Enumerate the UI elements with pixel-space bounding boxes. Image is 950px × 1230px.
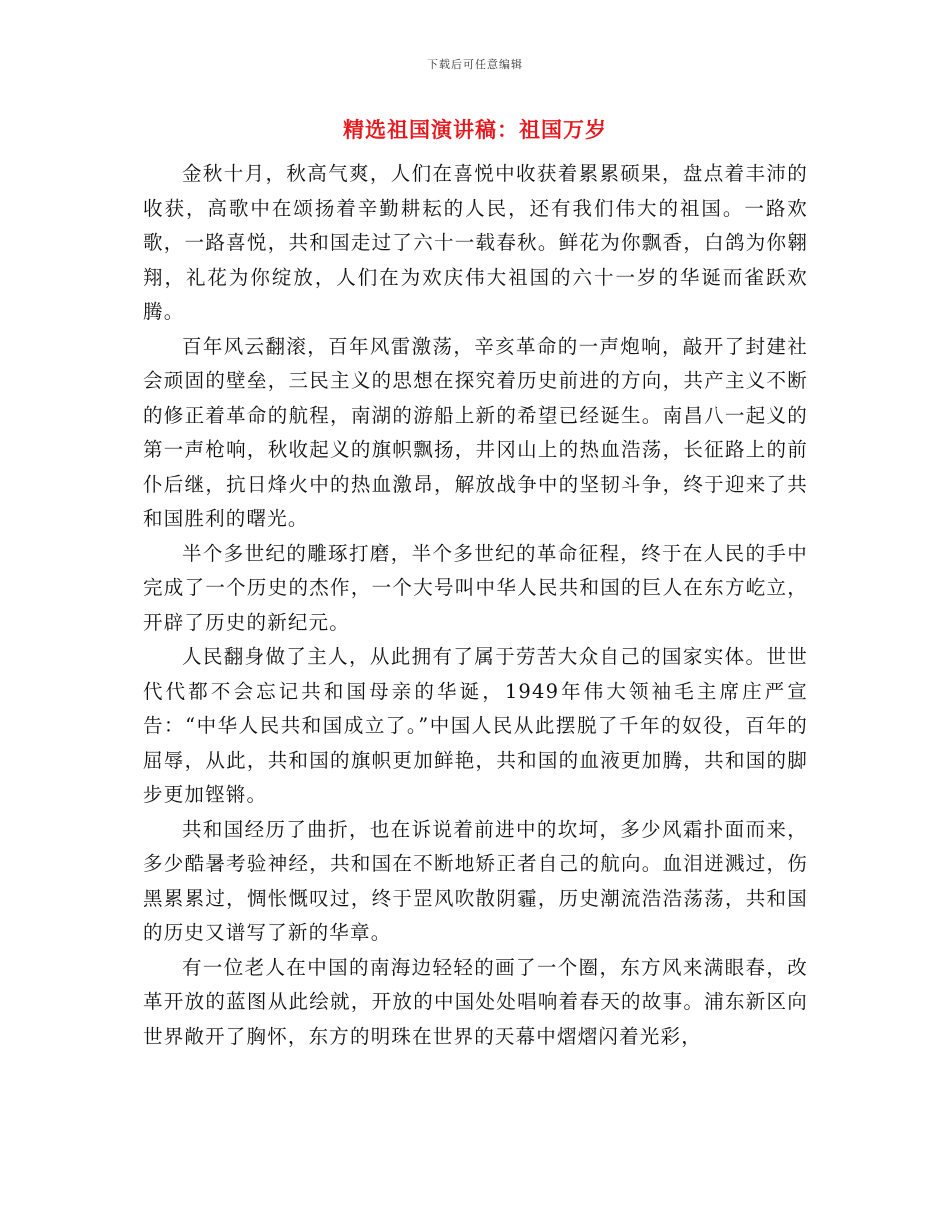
paragraph: 共和国经历了曲折，也在诉说着前进中的坎坷，多少风霜扑面而来，多少酷暑考验神经，共和国在不断地矫正者自己的航向。血泪迸溅过，伤黑累累过，惆怅慨叹过，终于罡风吹散阴霾，历史潮流浩浩荡荡，共和国的历史又谱写了新的华章。 — [143, 817, 808, 944]
paragraph: 人民翻身做了主人，从此拥有了属于劳苦大众自己的国家实体。世世代代都不会忘记共和国母亲的华诞，1949年伟大领袖毛主席庄严宣告：“中华人民共和国成立了。”中国人民从此摆脱了千年的奴役，百年的屈辱，从此，共和国的旗帜更加鲜艳，共和国的血液更加腾，共和国的脚步更加铿锵。 — [143, 645, 808, 806]
paragraph: 有一位老人在中国的南海边轻轻的画了一个圈，东方风来满眼春，改革开放的蓝图从此绘就，开放的中国处处唱响着春天的故事。浦东新区向世界敞开了胸怀，东方的明珠在世界的天幕中熠熠闪着光彩， — [143, 955, 808, 1048]
paragraph: 金秋十月，秋高气爽，人们在喜悦中收获着累累硕果，盘点着丰沛的收获，高歌中在颂扬着辛勤耕耘的人民，还有我们伟大的祖国。一路欢歌，一路喜悦，共和国走过了六十一载春秋。鲜花为你飘香，白鸽为你翱翔，礼花为你绽放，人们在为欢庆伟大祖国的六十一岁的华诞而雀跃欢腾。 — [143, 162, 808, 323]
document-title: 精选祖国演讲稿：祖国万岁 — [343, 118, 607, 142]
paragraph: 半个多世纪的雕琢打磨，半个多世纪的革命征程，终于在人民的手中完成了一个历史的杰作，一个大号叫中华人民共和国的巨人在东方屹立，开辟了历史的新纪元。 — [143, 541, 808, 634]
header-note: 下载后可任意编辑 — [427, 58, 523, 71]
paragraph: 百年风云翻滚，百年风雷激荡，辛亥革命的一声炮响，敲开了封建社会顽固的壁垒，三民主义的思想在探究着历史前进的方向，共产主义不断的修正着革命的航程，南湖的游船上新的希望已经诞生。南昌八一起义的第一声枪响，秋收起义的旗帜飘扬，井冈山上的热血浩荡，长征路上的前仆后继，抗日烽火中的热血激昂，解放战争中的坚韧斗争，终于迎来了共和国胜利的曙光。 — [143, 334, 808, 530]
document-body — [143, 157, 808, 1054]
